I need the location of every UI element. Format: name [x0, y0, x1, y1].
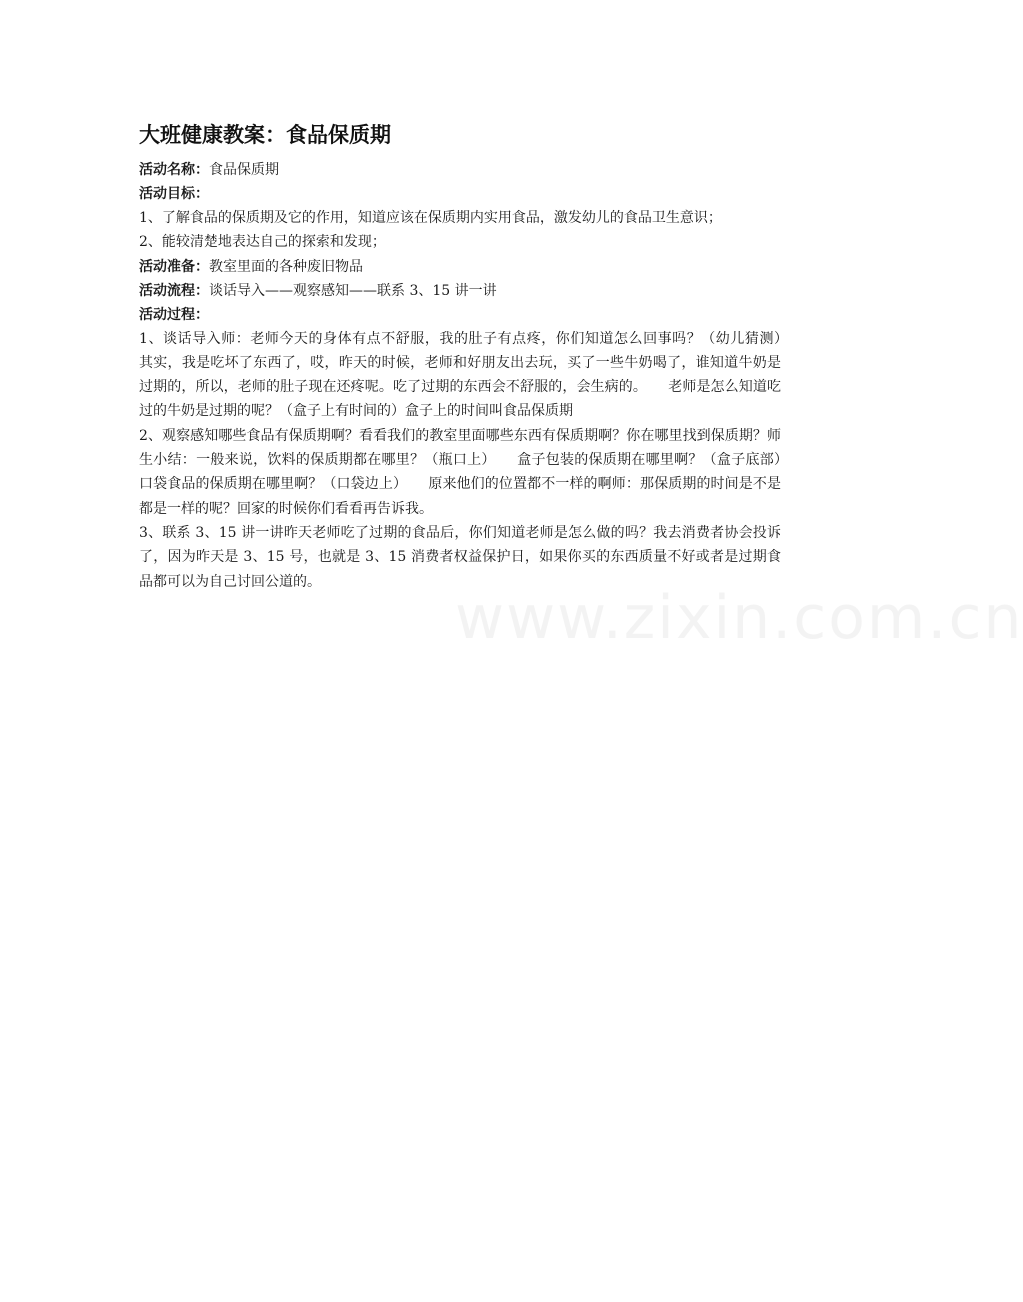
activity-prep-line	[139, 255, 781, 279]
colon: ：	[195, 162, 209, 178]
activity-process-label: 活动过程	[139, 306, 195, 323]
activity-prep-label: 活动准备	[139, 258, 195, 275]
colon: ：	[195, 258, 209, 275]
goal-item-2: 2、能较清楚地表达自己的探索和发现；	[139, 234, 386, 251]
activity-prep-value: 教室里面的各种废旧物品	[209, 258, 363, 275]
activity-name-label: 活动名称	[139, 162, 195, 178]
process-step-3: 3、联系 3、15 讲一讲昨天老师吃了过期的食品后，你们知道老师是怎么做的吗？我去消费者协会投诉了，因为昨天是 3、15 号，也就是 3、15 消费者权益保护日，如果你买的东西质量不好或者是过期食品都可以为自己讨回公道的。	[139, 524, 781, 590]
activity-flow-label: 活动流程	[139, 282, 195, 299]
watermark: www.zixin.com.cn	[455, 583, 1023, 653]
activity-goal-label: 活动目标	[139, 186, 195, 202]
activity-goal-line	[139, 182, 781, 206]
activity-name-line	[139, 158, 781, 182]
activity-process-line	[139, 303, 781, 327]
colon: ：	[195, 186, 209, 202]
colon: ：	[195, 282, 209, 299]
activity-flow-value: 谈话导入——观察感知——联系 3、15 讲一讲	[209, 282, 497, 299]
activity-name-value: 食品保质期	[209, 162, 279, 178]
document-title: 大班健康教案：食品保质期	[139, 123, 391, 147]
colon: ：	[195, 306, 209, 323]
document-page	[139, 118, 809, 594]
process-step-1: 1、谈话导入师：老师今天的身体有点不舒服，我的肚子有点疼，你们知道怎么回事吗？（幼儿猜测） 其实，我是吃坏了东西了，哎，昨天的时候，老师和好朋友出去玩，买了一些牛奶喝了，谁知道牛奶是过期的，所以，老师的肚子现在还疼呢。吃了过期的东西会不舒服的，会生病的。 老师是怎么知道吃过的牛奶是过期的呢？（盒子上有时间的）盒子上的时间叫食品保质期	[139, 330, 809, 420]
goal-item-1: 1、了解食品的保质期及它的作用，知道应该在保质期内实用食品，激发幼儿的食品卫生意识；	[139, 210, 722, 226]
activity-flow-line	[139, 279, 781, 303]
process-step-2: 2、观察感知哪些食品有保质期啊？看看我们的教室里面哪些东西有保质期啊？你在哪里找到保质期？师生小结：一般来说，饮料的保质期都在哪里？（瓶口上） 盒子包装的保质期在哪里啊？（盒子底部） 口袋食品的保质期在哪里啊？（口袋边上） 原来他们的位置都不一样的啊师：那保质期的时间是不是都是一样的呢？回家的时候你们看看再告诉我。	[139, 427, 809, 517]
